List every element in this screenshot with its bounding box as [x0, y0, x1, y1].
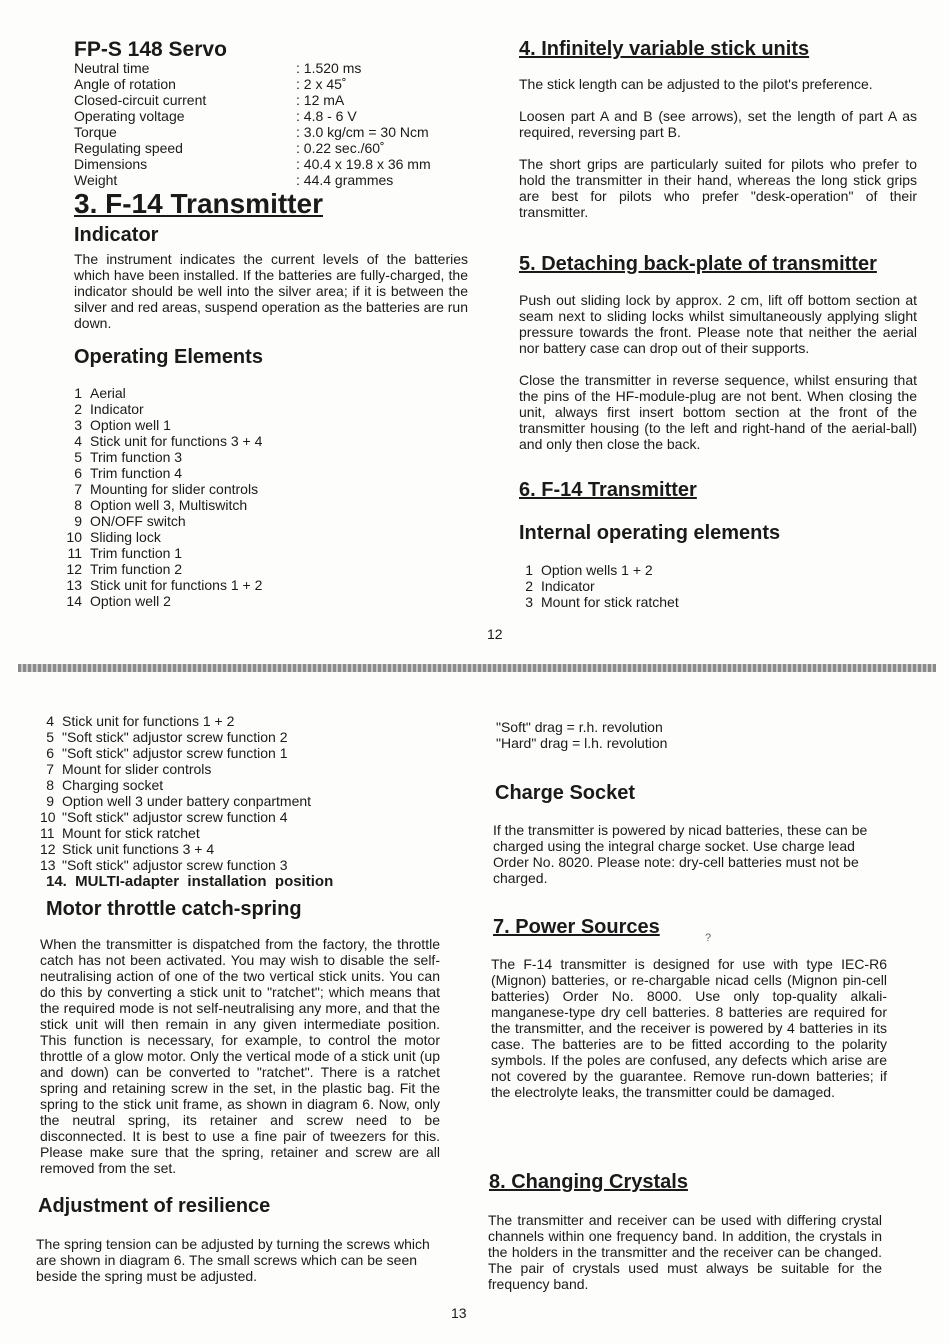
soft-drag-line: "Soft" drag = r.h. revolution	[496, 719, 663, 735]
list-item	[40, 793, 440, 809]
section-4-p1: The stick length can be adjusted to the pilot's preference.	[519, 76, 873, 92]
list-item-label: "Soft stick" adjustor screw function 2	[62, 729, 288, 745]
list-item-label: Indicator	[90, 401, 144, 417]
list-item	[60, 401, 460, 417]
list-item-number: 13	[40, 857, 56, 873]
list-item	[60, 481, 460, 497]
motor-throttle-heading: Motor throttle catch-spring	[46, 898, 302, 920]
list-item-label: Indicator	[541, 578, 595, 594]
list-item-label: Charging socket	[62, 777, 164, 793]
list-item-number: 6	[74, 465, 82, 481]
list-item-number: 13	[66, 577, 82, 593]
list-item	[60, 577, 460, 593]
spec-row	[74, 140, 474, 156]
list-item	[60, 497, 460, 513]
list-item-number: 8	[46, 777, 54, 793]
spec-value: : 4.8 - 6 V	[296, 108, 357, 124]
list-item-label: Stick unit for functions 3 + 4	[90, 433, 263, 449]
spec-label: Dimensions	[74, 156, 148, 172]
list-item-label: Mount for stick ratchet	[541, 594, 679, 610]
list-item-label: Trim function 2	[90, 561, 183, 577]
section-5-p2: Close the transmitter in reverse sequence, whilst ensuring that the pins of the HF-module-plug are not bent. When closing the unit, always first insert bottom section at the front of the transmitter housing (to the left and right-hand of the aerial-ball) and only then close the back.	[519, 372, 917, 452]
list-item	[60, 385, 460, 401]
list-item-label: Mounting for slider controls	[90, 481, 259, 497]
spec-label: Weight	[74, 172, 118, 188]
section-7-heading: 7. Power Sources	[493, 916, 660, 938]
list-item-number: 5	[74, 449, 82, 465]
spec-row	[74, 60, 474, 76]
spec-value: : 2 x 45˚	[296, 76, 347, 92]
list-item-number: 7	[74, 481, 82, 497]
section-4-heading: 4. Infinitely variable stick units	[519, 38, 810, 60]
list-item-label: ON/OFF switch	[90, 513, 186, 529]
list-item-number: 5	[46, 729, 54, 745]
list-item-number: 9	[46, 793, 54, 809]
list-item-number: 11	[67, 545, 82, 561]
list-item-label: Option well 1	[90, 417, 171, 433]
list-item-number: 1	[74, 385, 82, 401]
list-item-number: 4	[46, 713, 54, 729]
section-6-heading: 6. F-14 Transmitter	[519, 479, 697, 501]
list-item	[60, 593, 460, 609]
section-5-heading: 5. Detaching back-plate of transmitter	[519, 253, 877, 275]
list-item	[40, 809, 440, 825]
list-item-label: Aerial	[90, 385, 126, 401]
spec-row	[74, 172, 474, 188]
list-item-number: 6	[46, 745, 54, 761]
page-number-12: 12	[487, 626, 503, 642]
list-item-label: Trim function 4	[90, 465, 183, 481]
spec-value: : 1.520 ms	[296, 60, 362, 76]
section-6-subheading: Internal operating elements	[519, 522, 781, 544]
list-item-label: Mount for stick ratchet	[62, 825, 200, 841]
list-item	[60, 529, 460, 545]
list-item-label: Option well 2	[90, 593, 171, 609]
spec-label: Regulating speed	[74, 140, 183, 156]
multi-adapter-item: 14. MULTI-adapter installation position	[46, 873, 334, 890]
list-item-number: 7	[46, 761, 54, 777]
list-item-label: Option wells 1 + 2	[541, 562, 653, 578]
list-item-label: Trim function 3	[90, 449, 183, 465]
list-item-label: Trim function 1	[90, 545, 183, 561]
spec-value: : 12 mA	[296, 92, 345, 108]
hard-drag-line: "Hard" drag = l.h. revolution	[496, 735, 668, 751]
spec-row	[74, 108, 474, 124]
spec-row	[74, 76, 474, 92]
stray-question-mark: ?	[705, 932, 712, 944]
list-item-number: 11	[40, 825, 55, 841]
list-item-label: Stick unit for functions 1 + 2	[62, 713, 235, 729]
spec-value: : 44.4 grammes	[296, 172, 394, 188]
operating-elements-list	[60, 385, 460, 609]
spec-value: : 0.22 sec./60˚	[296, 140, 385, 156]
spec-row	[74, 124, 474, 140]
spec-row	[74, 156, 474, 172]
list-item-number: 10	[66, 529, 82, 545]
section-8-text: The transmitter and receiver can be used with differing crystal channels within one frequency band. In addition, the crystals in the holders in the transmitter and the receiver can be changed. The pair of crystals used must always be suitable for the frequency band.	[488, 1212, 882, 1292]
list-item	[511, 594, 911, 610]
list-item-number: 9	[74, 513, 82, 529]
spec-value: : 3.0 kg/cm = 30 Ncm	[296, 124, 429, 140]
resilience-heading: Adjustment of resilience	[38, 1195, 271, 1217]
list-item	[40, 841, 440, 857]
list-item-number: 4	[74, 433, 82, 449]
page-number-13: 13	[451, 1305, 467, 1321]
list-item-number: 14	[66, 593, 82, 609]
list-item-number: 1	[525, 562, 533, 578]
list-item-label: Mount for slider controls	[62, 761, 212, 777]
list-item	[60, 417, 460, 433]
list-item-label: "Soft stick" adjustor screw function 3	[62, 857, 288, 873]
list-item	[60, 465, 460, 481]
section-4-p2: Loosen part A and B (see arrows), set the length of part A as required, reversing part B.	[519, 108, 917, 140]
charge-socket-text: If the transmitter is powered by nicad batteries, these can be charged using the integral charge socket. Use charge lead Order No. 8020. Please note: dry-cell batteries must not be charged.	[493, 822, 868, 886]
list-item-number: 12	[66, 561, 82, 577]
internal-elements-list	[511, 562, 911, 610]
list-item-number: 3	[525, 594, 533, 610]
list-item	[511, 562, 911, 578]
spec-label: Angle of rotation	[74, 76, 176, 92]
list-item	[40, 761, 440, 777]
list-item	[60, 513, 460, 529]
section-4-p3: The short grips are particularly suited for pilots who prefer to hold the transmitter in their hand, whereas the long stick grips are best for pilots who prefer "desk-operation" of their transmitter.	[519, 156, 917, 220]
list-item-number: 2	[525, 578, 533, 594]
spec-label: Neutral time	[74, 60, 150, 76]
list-item-label: Stick unit functions 3 + 4	[62, 841, 215, 857]
resilience-text: The spring tension can be adjusted by turning the screws which are shown in diagram 6. The small screws which can be seen beside the spring must be adjusted.	[36, 1236, 430, 1284]
spec-row	[74, 92, 474, 108]
list-item	[511, 578, 911, 594]
transmitter-heading: 3. F-14 Transmitter	[74, 188, 323, 219]
list-item	[60, 449, 460, 465]
list-item-number: 2	[74, 401, 82, 417]
servo-spec-table	[74, 60, 474, 188]
servo-title: FP-S 148 Servo	[74, 38, 227, 61]
motor-throttle-text: When the transmitter is dispatched from the factory, the throttle catch has not been activated. You may wish to disable the self-neutralising action of one of the two vertical stick units. You can do this by converting a stick unit to "ratchet"; which means that the required mode is not self-neutralising any more, and that the stick unit will then remain in any given intermediate position. This function is necessary, for example, to control the motor throttle of a glow motor. Only the vertical mode of a stick unit (up and down) can be converted to "ratchet". There is a ratchet spring and retaining screw in the set, in the plastic bag. Fit the spring to the stick unit frame, as shown in diagram 6. Now, only the neutral spring, its retainer and screw need to be disconnected. It is best to use a fine pair of tweezers for this. Please make sure that the spring, retainer and screw are all removed from the set.	[40, 936, 440, 1176]
component-list	[40, 713, 440, 873]
list-item	[40, 777, 440, 793]
list-item	[60, 433, 460, 449]
list-item-label: Sliding lock	[90, 529, 161, 545]
list-item	[40, 857, 440, 873]
list-item-label: Option well 3, Multiswitch	[90, 497, 248, 513]
section-5-p1: Push out sliding lock by approx. 2 cm, lift off bottom section at seam next to sliding locks whilst simultaneously applying slight pressure towards the front. Please note that neither the aerial nor battery case can drop out of their supports.	[519, 292, 917, 356]
indicator-heading: Indicator	[74, 224, 159, 246]
list-item	[40, 729, 440, 745]
list-item	[40, 825, 440, 841]
operating-elements-heading: Operating Elements	[74, 346, 263, 368]
charge-socket-heading: Charge Socket	[495, 782, 636, 804]
list-item-number: 10	[40, 809, 56, 825]
list-item-number: 8	[74, 497, 82, 513]
list-item-label: Stick unit for functions 1 + 2	[90, 577, 263, 593]
section-8-heading: 8. Changing Crystals	[489, 1171, 688, 1193]
spec-value: : 40.4 x 19.8 x 36 mm	[296, 156, 431, 172]
list-item-number: 12	[40, 841, 56, 857]
indicator-text: The instrument indicates the current levels of the batteries which have been installed. If the batteries are fully-charged, the indicator should be well into the silver area; if it is between the silver and red areas, suspend operation as the batteries are run down.	[74, 251, 468, 331]
list-item-label: Option well 3 under battery conpartment	[62, 793, 312, 809]
spec-label: Torque	[74, 124, 117, 140]
list-item	[60, 545, 460, 561]
list-item	[40, 745, 440, 761]
spec-label: Closed-circuit current	[74, 92, 207, 108]
list-item-label: "Soft stick" adjustor screw function 1	[62, 745, 288, 761]
list-item-number: 3	[74, 417, 82, 433]
section-7-text: The F-14 transmitter is designed for use with type IEC-R6 (Mignon) batteries, or re-chargable nicad cells (Mignon pin-cell batteries) Order No. 8000. Use only top-quality alkali-manganese-type dry cell batteries. 8 batteries are required for the transmitter, and the receiver is powered by 4 batteries in its case. The batteries are to be fitted according to the polarity symbols. If the poles are confused, any defects which arise are not covered by the guarantee. Remove run-down batteries; if the electrolyte leaks, the transmitter could be damaged.	[491, 956, 887, 1100]
list-item-label: "Soft stick" adjustor screw function 4	[62, 809, 288, 825]
list-item	[60, 561, 460, 577]
list-item	[40, 713, 440, 729]
spec-label: Operating voltage	[74, 108, 185, 124]
page-divider	[18, 664, 936, 672]
